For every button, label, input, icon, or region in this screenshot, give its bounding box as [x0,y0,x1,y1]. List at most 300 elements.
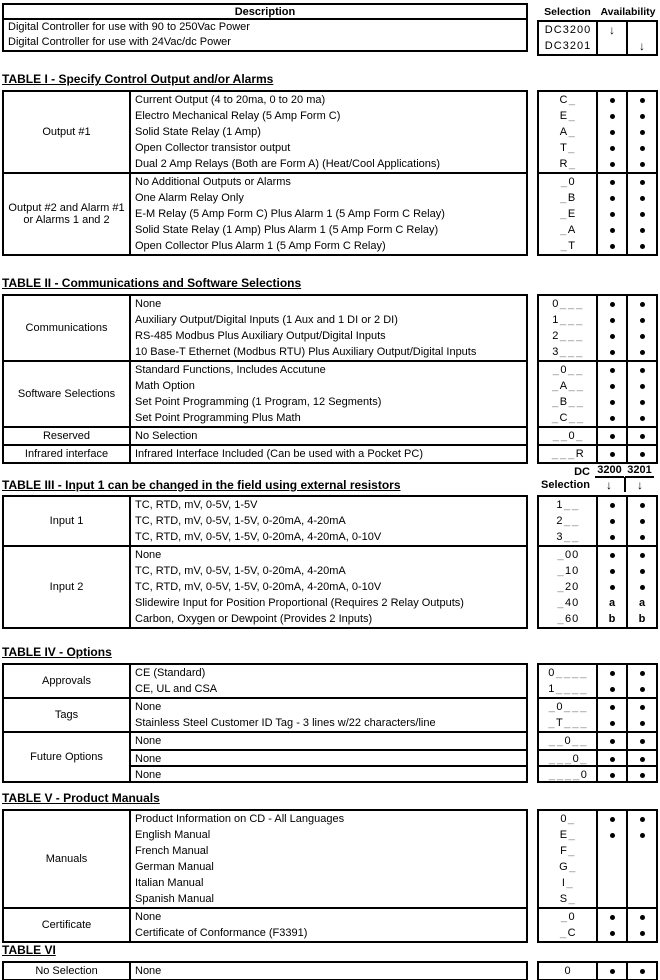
code-underscore: _ [559,314,566,326]
section-t2 [2,277,660,464]
availability-dc3201 [626,751,656,767]
availability-dot-icon [610,773,615,778]
selection-code [539,497,596,513]
code-char: C [559,412,568,424]
availability-dc3201 [626,529,656,545]
selection-code [539,547,596,563]
selection-row [539,595,656,611]
selection-row [539,410,656,426]
selection-code [539,563,596,579]
selection-code [539,925,596,941]
option-description: Stainless Steel Customer ID Tag - 3 lines w/22 characters/line [135,717,436,729]
code-char: A [559,380,568,392]
code-underscore: _ [556,735,563,747]
selection-code [539,665,596,681]
availability-dot-icon [610,228,615,233]
selection-row [539,328,656,344]
availability-dc3200 [596,238,626,254]
selection-row [539,765,656,781]
option-description: None [131,749,526,765]
code-underscore: _ [552,396,559,408]
option-rows [131,811,526,907]
model-description-row: Digital Controller for use with 24Vac/dc Power [8,36,231,48]
selection-code [539,767,596,783]
availability-dc3201 [626,108,656,124]
code-char: 6 [564,613,572,625]
option-description: Electro Mechanical Relay (5 Amp Form C) [135,110,341,122]
availability-dc3201 [626,428,656,444]
option-description: Open Collector transistor output [135,142,291,154]
selection-group [539,360,656,426]
availability-dot-icon [640,739,645,744]
code-char: 0 [572,753,579,765]
availability-dot-icon [640,114,645,119]
code-underscore: _ [573,769,580,781]
availability-dc3201 [626,344,656,360]
code-underscore: _ [548,769,555,781]
code-underscore: _ [548,753,555,765]
availability-dc3201 [626,328,656,344]
code-char: 2 [569,24,576,36]
availability-dc3201 [626,579,656,595]
selection-row [539,909,656,925]
code-char: E [559,829,568,841]
availability-dc3200 [596,963,626,979]
availability-dc3201 [626,394,656,410]
options-table [2,809,528,943]
selection-code [539,328,596,344]
option-group [4,697,526,731]
availability-dc3200 [596,174,626,190]
availability-dot-icon [640,180,645,185]
availability-dc3201 [626,312,656,328]
availability-dc3200 [596,108,626,124]
code-char: 3 [552,346,559,358]
availability-dc3200 [596,513,626,529]
table-title: TABLE VI [2,943,56,957]
selection-code [539,140,596,156]
code-char: 0 [576,40,584,52]
code-underscore: _ [552,430,559,442]
option-rows [131,296,526,360]
availability-dc3200 [596,875,626,891]
selection-box [537,90,658,256]
selection-code [539,891,596,907]
code-underscore: _ [580,735,587,747]
availability-dot-icon [640,162,645,167]
selection-code [539,190,596,206]
selection-group [539,444,656,462]
availability-dc3201 [626,563,656,579]
availability-dc3200 [596,497,626,513]
option-description: Solid State Relay (1 Amp) Plus Alarm 1 (5 Amp Form C Relay) [135,224,439,236]
selection-code [539,312,596,328]
code-underscore: _ [566,877,573,889]
selection-row [539,811,656,827]
option-description: RS-485 Modbus Plus Auxiliary Output/Digital Inputs [135,330,386,342]
selection-code [539,238,596,254]
availability-dc3200 [596,328,626,344]
availability-dot-icon [610,318,615,323]
category-cell: Certificate [4,909,131,941]
selection-code [539,827,596,843]
table-heading-row [2,944,660,957]
availability-dc3200 [596,751,626,767]
option-group [4,545,526,627]
selection-code [539,428,596,444]
code-underscore: _ [576,364,583,376]
availability-dc3201 [626,38,656,54]
availability-dot-icon [640,553,645,558]
availability-dc3200 [596,124,626,140]
option-description: TC, RTD, mV, 0-5V, 1-5V, 0-20mA, 4-20mA, 0-10V [135,531,382,543]
option-rows [131,446,526,462]
availability-dc3200 [596,843,626,859]
code-underscore: _ [576,330,583,342]
availability-dot-icon [610,452,615,457]
code-underscore: _ [555,667,562,679]
code-char: 0 [548,667,555,679]
code-underscore: _ [560,192,567,204]
code-char: 0 [572,613,579,625]
selection-row [539,827,656,843]
selection-row [539,513,656,529]
option-description: TC, RTD, mV, 0-5V, 1-5V, 0-20mA, 4-20mA [135,565,346,577]
code-underscore: _ [560,911,567,923]
selection-code [539,296,596,312]
selection-row [539,206,656,222]
availability-dc3201 [626,875,656,891]
availability-dc3200 [596,22,626,38]
options-table [2,663,528,783]
option-group [4,963,526,979]
code-underscore: _ [563,667,571,679]
description-column-header: Description [4,5,526,20]
selection-row [539,190,656,206]
selection-code [539,124,596,140]
code-underscore: _ [572,499,579,511]
availability-dc3200 [596,92,626,108]
code-char: 1 [552,314,559,326]
availability-dc3201 [626,410,656,426]
availability-dc3201 [626,222,656,238]
code-underscore: _ [557,597,564,609]
option-description: Standard Functions, Includes Accutune [135,364,326,376]
code-underscore: _ [568,94,576,106]
selection-code [539,529,596,545]
code-char: D [544,24,553,36]
selection-group [539,907,656,941]
selection-row [539,497,656,513]
option-description: None [135,549,162,561]
selection-header-label: Selection [544,5,591,18]
selection-group [539,296,656,360]
availability-letter: b [608,612,616,625]
code-char: 4 [564,597,572,609]
code-char: G [559,861,568,873]
availability-dc3200 [596,595,626,611]
availability-dc3200 [596,206,626,222]
options-table [2,90,528,256]
availability-dot-icon [610,915,615,920]
code-underscore: _ [580,683,587,695]
code-char: 0 [572,549,579,561]
table-title: TABLE I - Specify Control Output and/or Alarms [2,72,274,86]
availability-dot-icon [610,757,615,762]
availability-dc3200 [596,891,626,907]
code-char: 0 [572,565,579,577]
selection-code [539,92,596,108]
selection-box [537,961,658,980]
availability-dot-icon [610,400,615,405]
code-char: 0 [564,549,572,561]
availability-dot-icon [610,503,615,508]
availability-dot-icon [640,400,645,405]
availability-dc3200 [596,909,626,925]
availability-dc3200 [596,827,626,843]
availability-dc3201 [626,843,656,859]
code-char: 0 [572,581,579,593]
code-underscore: _ [568,845,575,857]
table-title: TABLE IV - Options [2,645,112,659]
selection-row [539,963,656,979]
code-underscore: _ [563,683,571,695]
option-group [4,444,526,462]
selection-group [539,426,656,444]
section-t6 [2,944,660,980]
selection-code [539,595,596,611]
option-rows [131,174,526,254]
table-heading-row [2,277,660,290]
option-description: None [135,911,162,923]
option-rows [131,909,526,941]
option-description: French Manual [135,845,209,857]
selection-row [539,715,656,731]
selection-row [539,362,656,378]
availability-dc3200 [596,410,626,426]
code-char: 3 [562,40,569,52]
selection-code [539,446,596,462]
code-underscore: _ [576,430,583,442]
availability-dc3200 [596,362,626,378]
availability-dot-icon [640,503,645,508]
availability-dot-icon [610,98,615,103]
section-t4 [2,646,660,783]
table-body [2,495,660,629]
availability-dot-icon [640,773,645,778]
option-rows [131,665,526,697]
selection-column-label: Selection [541,479,590,491]
category-cell: Input 1 [4,497,131,545]
availability-dot-icon [610,302,615,307]
availability-dot-icon [640,318,645,323]
code-underscore: _ [552,364,559,376]
selection-row [539,312,656,328]
selection-row [539,891,656,907]
availability-dc3200 [596,811,626,827]
availability-dc3201 [626,92,656,108]
availability-dc3200 [596,156,626,172]
code-char: D [544,40,553,52]
selection-code [539,859,596,875]
option-rows [131,547,526,627]
availability-dot-icon [610,687,615,692]
category-cell: Output #1 [4,92,131,172]
option-rows [131,362,526,426]
availability-dot-icon [640,196,645,201]
selection-row [539,529,656,545]
availability-dc3201 [626,140,656,156]
selection-row [539,446,656,462]
availability-dot-icon [640,671,645,676]
code-char: 0 [552,298,559,310]
code-underscore: _ [568,314,575,326]
availability-dc3200 [596,715,626,731]
availability-dot-icon [640,98,645,103]
selection-group [539,963,656,979]
code-underscore: _ [557,613,564,625]
availability-dc3200 [596,925,626,941]
code-underscore: _ [556,753,563,765]
code-underscore: _ [572,701,579,713]
model-selection-section [2,3,660,56]
availability-dot-icon [640,452,645,457]
code-char: B [559,396,568,408]
availability-dc3201 [626,497,656,513]
selection-group [539,731,656,781]
availability-dc3201 [626,595,656,611]
availability-dc3200 [596,222,626,238]
category-cell: Software Selections [4,362,131,426]
availability-dc3200 [596,378,626,394]
availability-dot-icon [610,146,615,151]
option-description: Carbon, Oxygen or Dewpoint (Provides 2 Inputs) [135,613,373,625]
availability-dot-icon [610,535,615,540]
code-char: T [560,142,567,154]
model-description-table [2,3,528,52]
model-description-row: Digital Controller for use with 90 to 250Vac Power [8,21,250,33]
code-char: 1 [548,683,555,695]
code-underscore: _ [560,176,567,188]
option-description: None [135,701,162,713]
option-description: TC, RTD, mV, 0-5V, 1-5V, 0-20mA, 4-20mA [135,515,346,527]
code-underscore: _ [560,208,567,220]
option-description: Open Collector Plus Alarm 1 (5 Amp Form C Relay) [135,240,386,252]
code-char: 2 [556,515,563,527]
table-heading-row [2,477,660,492]
code-underscore: _ [576,298,583,310]
code-char: 0 [580,769,587,781]
option-description: Solid State Relay (1 Amp) [135,126,261,138]
option-group [4,907,526,941]
availability-dc3201 [626,206,656,222]
selection-row [539,875,656,891]
availability-dc3200 [596,296,626,312]
selection-code [539,344,596,360]
code-underscore: _ [568,380,575,392]
option-description: TC, RTD, mV, 0-5V, 1-5V, 0-20mA, 4-20mA, 0-10V [135,581,382,593]
code-char: R [559,158,568,170]
code-underscore: _ [559,346,566,358]
code-underscore: _ [548,735,555,747]
availability-dot-icon [610,180,615,185]
availability-dot-icon [610,350,615,355]
availability-dc3200 [596,579,626,595]
code-underscore: _ [556,769,563,781]
availability-dot-icon [610,244,615,249]
code-char: F [560,845,567,857]
availability-dot-icon [640,212,645,217]
selection-group [539,697,656,731]
option-rows [131,428,526,444]
table-body [2,294,660,464]
code-underscore: _ [568,829,575,841]
availability-dc3200 [596,428,626,444]
code-underscore: _ [568,110,575,122]
selection-row [539,222,656,238]
availability-dc3201 [626,378,656,394]
availability-dot-icon [610,817,615,822]
code-underscore: _ [564,753,572,765]
availability-dc3201 [626,909,656,925]
selection-row [539,843,656,859]
model-3201-label: 3201 [625,465,654,478]
selection-code [539,611,596,627]
selection-row [539,296,656,312]
availability-dot-icon [640,130,645,135]
availability-dc3200 [596,611,626,627]
code-underscore: _ [557,549,564,561]
option-rows [131,497,526,545]
category-cell: Future Options [4,733,131,781]
code-underscore: _ [551,448,558,460]
availability-dc3201 [626,963,656,979]
availability-dot-icon [640,817,645,822]
option-description: CE, UL and CSA [135,683,218,695]
code-underscore: _ [572,735,579,747]
availability-dot-icon [610,739,615,744]
availability-dot-icon [610,334,615,339]
down-arrow-icon: ↓ [606,477,612,492]
selection-row [539,563,656,579]
table-sections [2,73,660,980]
code-char: C [553,24,562,36]
dc-model-columns-header [537,465,658,477]
code-underscore: _ [568,330,575,342]
availability-dot-icon [610,569,615,574]
availability-dot-icon [640,434,645,439]
code-char: T [568,240,575,252]
option-description: German Manual [135,861,214,873]
option-description: TC, RTD, mV, 0-5V, 1-5V [135,499,258,511]
availability-letter: a [638,596,646,609]
selection-row [539,140,656,156]
availability-dot-icon [640,585,645,590]
options-table [2,495,528,629]
code-char: 1 [564,565,572,577]
selection-code [539,513,596,529]
code-char: B [567,192,576,204]
option-rows [131,699,526,731]
availability-dc3201 [626,513,656,529]
code-char: 0 [584,24,591,36]
availability-dot-icon [610,721,615,726]
availability-dot-icon [610,833,615,838]
availability-dc3201 [626,681,656,697]
arrow-cell-3200 [594,477,624,492]
selection-code [539,22,596,38]
code-underscore: _ [555,683,562,695]
